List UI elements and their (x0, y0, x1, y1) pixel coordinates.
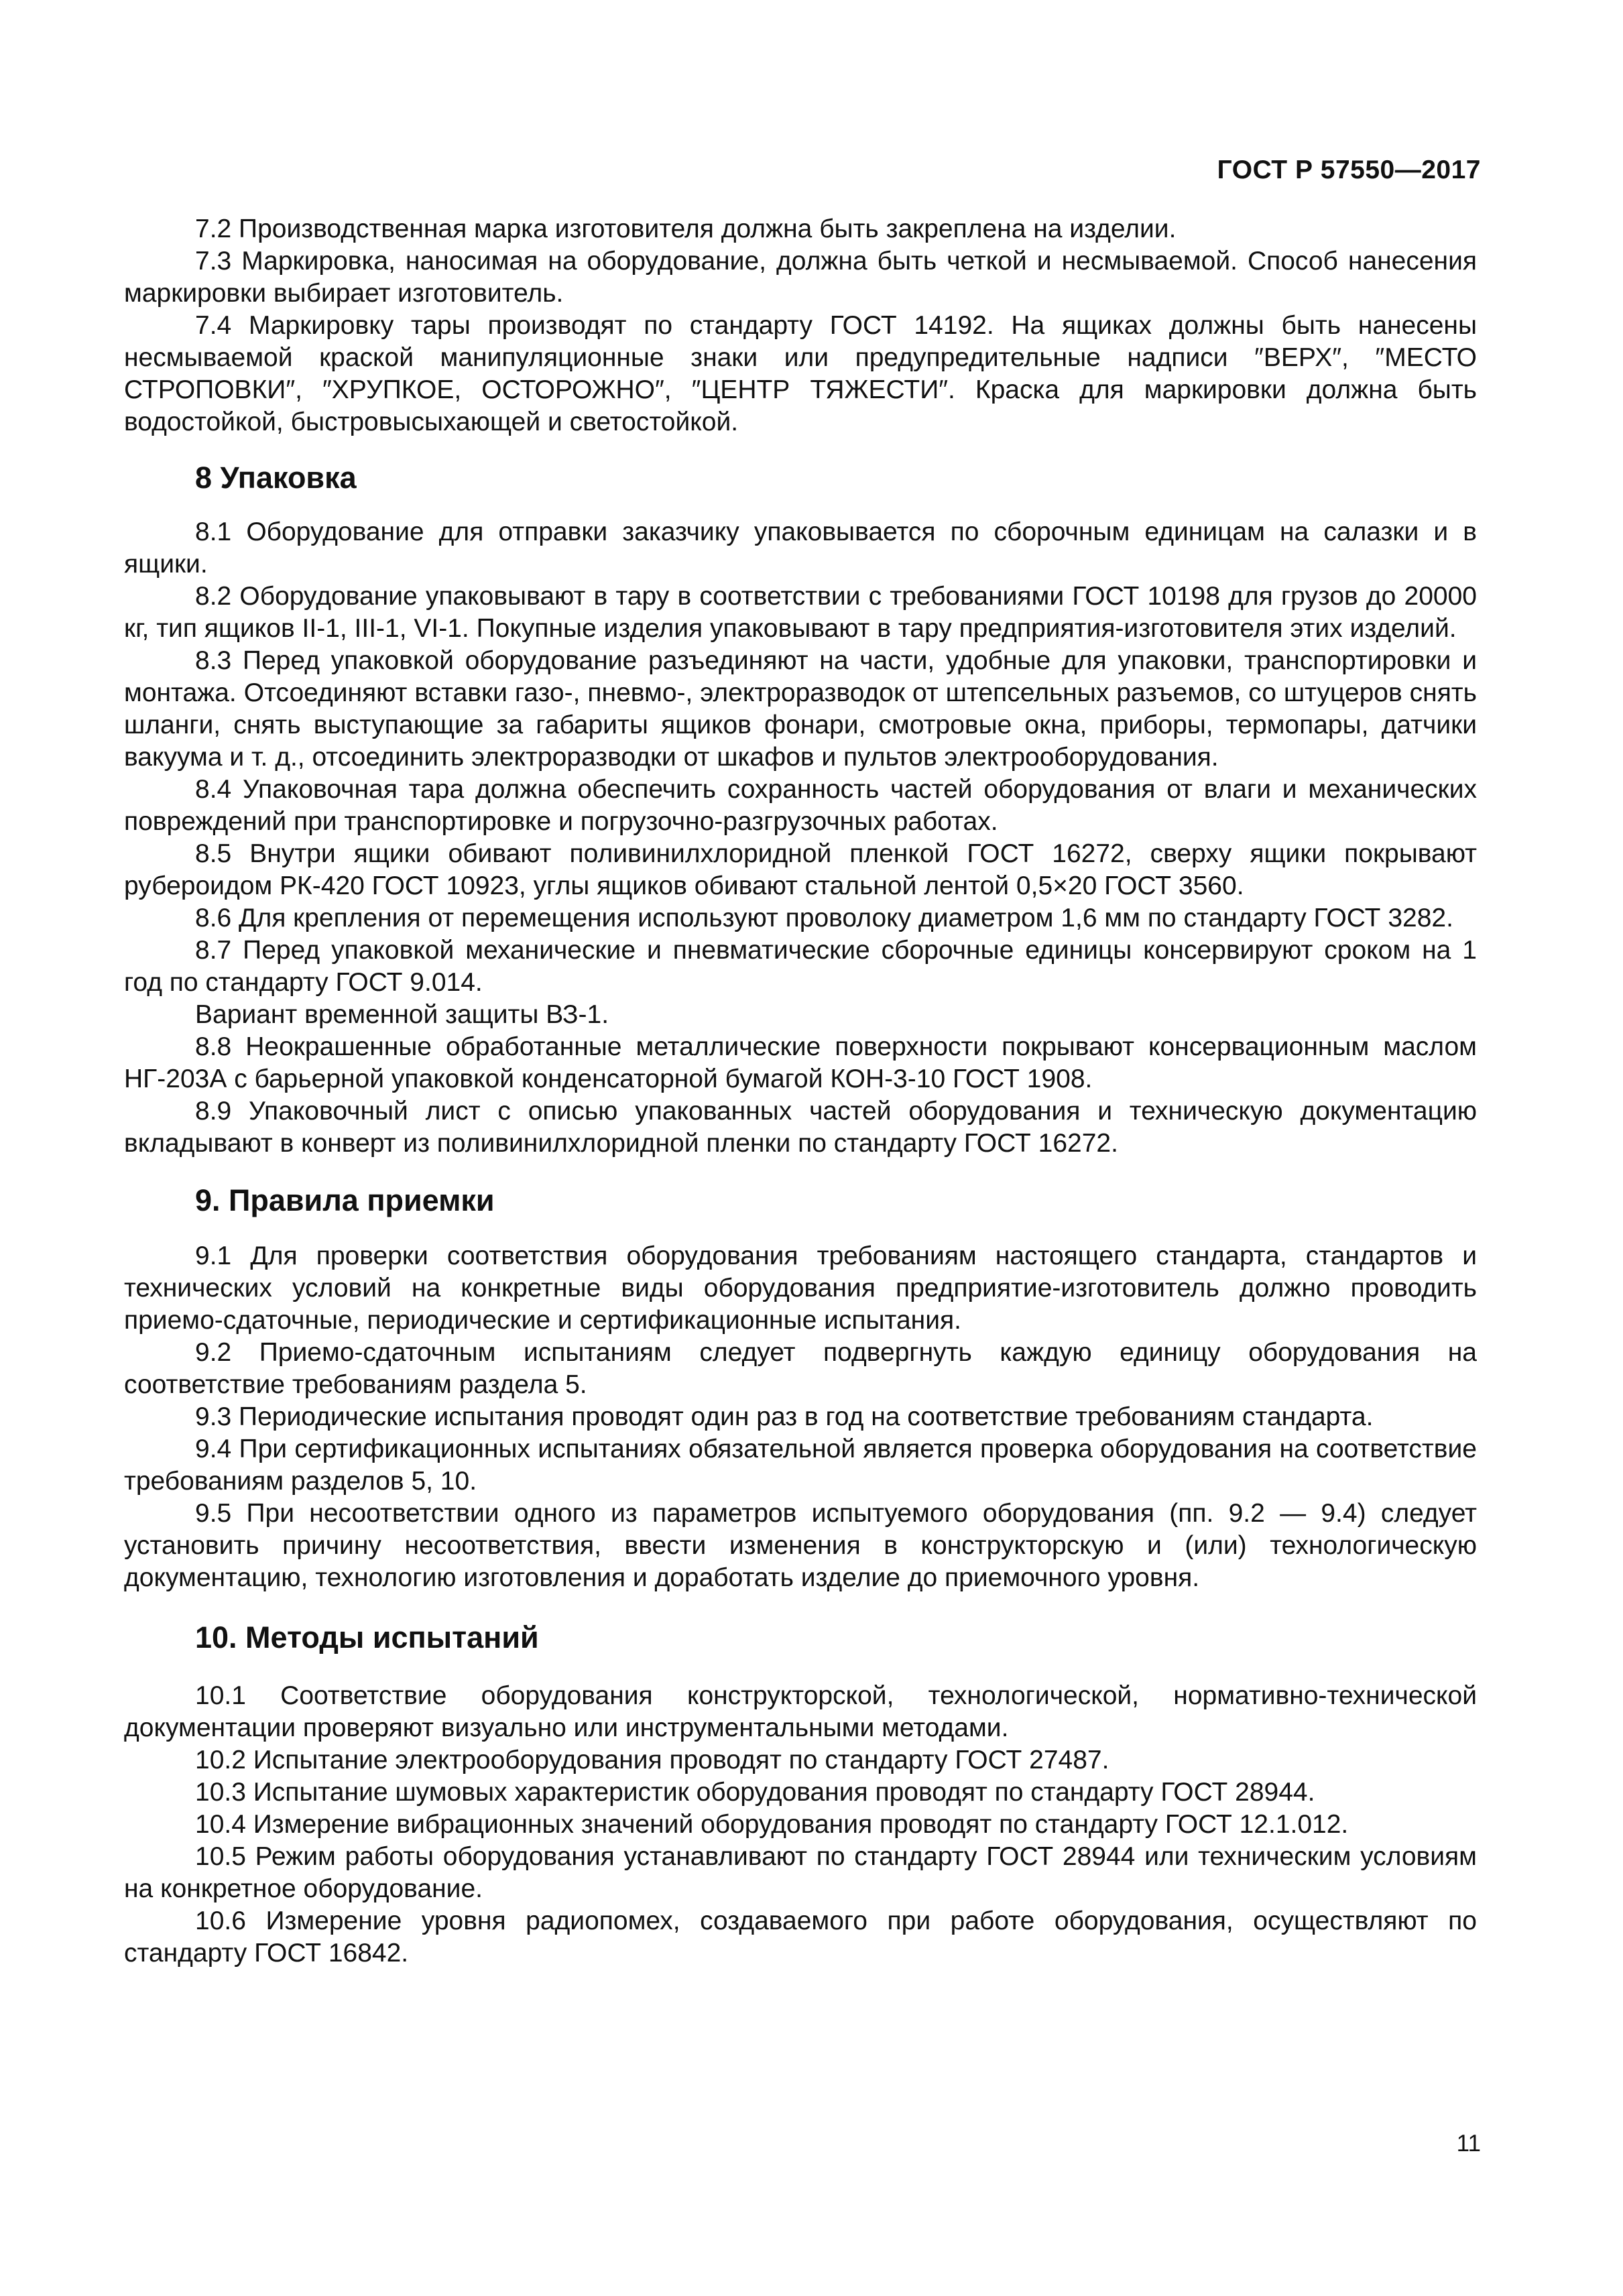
paragraph-8-5: 8.5 Внутри ящики обивают поливинилхлоридной пленкой ГОСТ 16272, сверху ящики покрывают рубероидом РК-420 ГОСТ 10923, углы ящиков обивают стальной лентой 0,5×20 ГОСТ 3560. (124, 839, 1477, 900)
section-7-marking (124, 213, 1477, 438)
paragraph-8-4: 8.4 Упаковочная тара должна обеспечить сохранность частей оборудования от влаги и механических повреждений при транспортировке и погрузочно-разгрузочных работах. (124, 775, 1477, 836)
paragraph-10-5: 10.5 Режим работы оборудования устанавливают по стандарту ГОСТ 28944 или техническим условиям на конкретное оборудование. (124, 1842, 1477, 1903)
section-8-heading: 8 Упаковка (195, 461, 357, 495)
paragraph-9-5: 9.5 При несоответствии одного из параметров испытуемого оборудования (пп. 9.2 — 9.4) следует установить причину несоответствия, ввести изменения в конструкторскую и (или) технологическую документацию, технологию изготовления и доработать изделие до приемочного уровня. (124, 1499, 1477, 1592)
paragraph-7-3: 7.3 Маркировка, наносимая на оборудование, должна быть четкой и несмываемой. Способ нанесения маркировки выбирает изготовитель. (124, 247, 1477, 308)
paragraph-9-1: 9.1 Для проверки соответствия оборудования требованиям настоящего стандарта, стандартов и технических условий на конкретные виды оборудования предприятие-изготовитель должно проводить приемо-сдаточные, периодические и сертификационные испытания. (124, 1242, 1477, 1335)
paragraph-8-6: 8.6 Для крепления от перемещения используют проволоку диаметром 1,6 мм по стандарту ГОСТ 3282. (195, 904, 1453, 932)
section-10-heading: 10. Методы испытаний (195, 1620, 539, 1654)
paragraph-10-6: 10.6 Измерение уровня радиопомех, создаваемого при работе оборудования, осуществляют по стандарту ГОСТ 16842. (124, 1907, 1477, 1968)
paragraph-10-2: 10.2 Испытание электрооборудования проводят по стандарту ГОСТ 27487. (195, 1746, 1109, 1774)
paragraph-9-2: 9.2 Приемо-сдаточным испытаниям следует подвергнуть каждую единицу оборудования на соответствие требованиям раздела 5. (124, 1338, 1477, 1399)
paragraph-8-2: 8.2 Оборудование упаковывают в тару в соответствии с требованиями ГОСТ 10198 для грузов до 20000 кг, тип ящиков II-1, III-1, VI-1. Покупные изделия упаковывают в тару предприятия-изготовителя этих изделий. (124, 582, 1477, 643)
paragraph-8-7: 8.7 Перед упаковкой механические и пневматические сборочные единицы консервируют сроком на 1 год по стандарту ГОСТ 9.014. (124, 936, 1477, 997)
paragraph-7-2: 7.2 Производственная марка изготовителя должна быть закреплена на изделии. (195, 215, 1177, 243)
paragraph-10-4: 10.4 Измерение вибрационных значений оборудования проводят по стандарту ГОСТ 12.1.012. (195, 1810, 1349, 1839)
section-8-packaging (124, 462, 1477, 1160)
paragraph-9-3: 9.3 Периодические испытания проводят один раз в год на соответствие требованиям стандарта. (195, 1402, 1374, 1431)
paragraph-7-4: 7.4 Маркировку тары производят по стандарту ГОСТ 14192. На ящиках должны быть нанесены несмываемой краской манипуляционные знаки или предупредительные надписи ″ВЕРХ″, ″МЕСТО СТРОПОВКИ″, ″ХРУПКОЕ, ОСТОРОЖНО″, ″ЦЕНТР ТЯЖЕСТИ″. Краска для маркировки должна быть водостойкой, быстровысыхающей и светостойкой. (124, 311, 1477, 436)
paragraph-8-7-variant: Вариант временной защиты ВЗ-1. (195, 1000, 609, 1029)
paragraph-8-3: 8.3 Перед упаковкой оборудование разъединяют на части, удобные для упаковки, транспортировки и монтажа. Отсоединяют вставки газо-, пневмо-, электроразводок от штепсельных разъемов, со штуцеров снять шланги, снять выступающие за габариты ящиков фонари, смотровые окна, приборы, термопары, датчики вакуума и т. д., отсоединить электроразводки от шкафов и пультов электрооборудования. (124, 646, 1477, 772)
paragraph-8-9: 8.9 Упаковочный лист с описью упакованных частей оборудования и техническую документацию вкладывают в конверт из поливинилхлоридной пленки по стандарту ГОСТ 16272. (124, 1097, 1477, 1158)
paragraph-10-1: 10.1 Соответствие оборудования конструкторской, технологической, нормативно-технической документации проверяют визуально или инструментальными методами. (124, 1681, 1477, 1742)
paragraph-10-3: 10.3 Испытание шумовых характеристик оборудования проводят по стандарту ГОСТ 28944. (195, 1778, 1315, 1807)
paragraph-8-8: 8.8 Неокрашенные обработанные металлические поверхности покрывают консервационным маслом НГ-203А с барьерной упаковкой конденсаторной бумагой КОН-3-10 ГОСТ 1908. (124, 1032, 1477, 1093)
section-10-test-methods (124, 1622, 1477, 1970)
section-9-acceptance (124, 1185, 1477, 1594)
document-body (124, 213, 1477, 1970)
paragraph-9-4: 9.4 При сертификационных испытаниях обязательной является проверка оборудования на соответствие требованиям разделов 5, 10. (124, 1435, 1477, 1496)
section-9-heading: 9. Правила приемки (195, 1183, 495, 1217)
paragraph-8-1: 8.1 Оборудование для отправки заказчику упаковывается по сборочным единицам на салазки и в ящики. (124, 518, 1477, 579)
page-number: 11 (1456, 2130, 1481, 2157)
document-header: ГОСТ Р 57550—2017 (1217, 156, 1481, 184)
